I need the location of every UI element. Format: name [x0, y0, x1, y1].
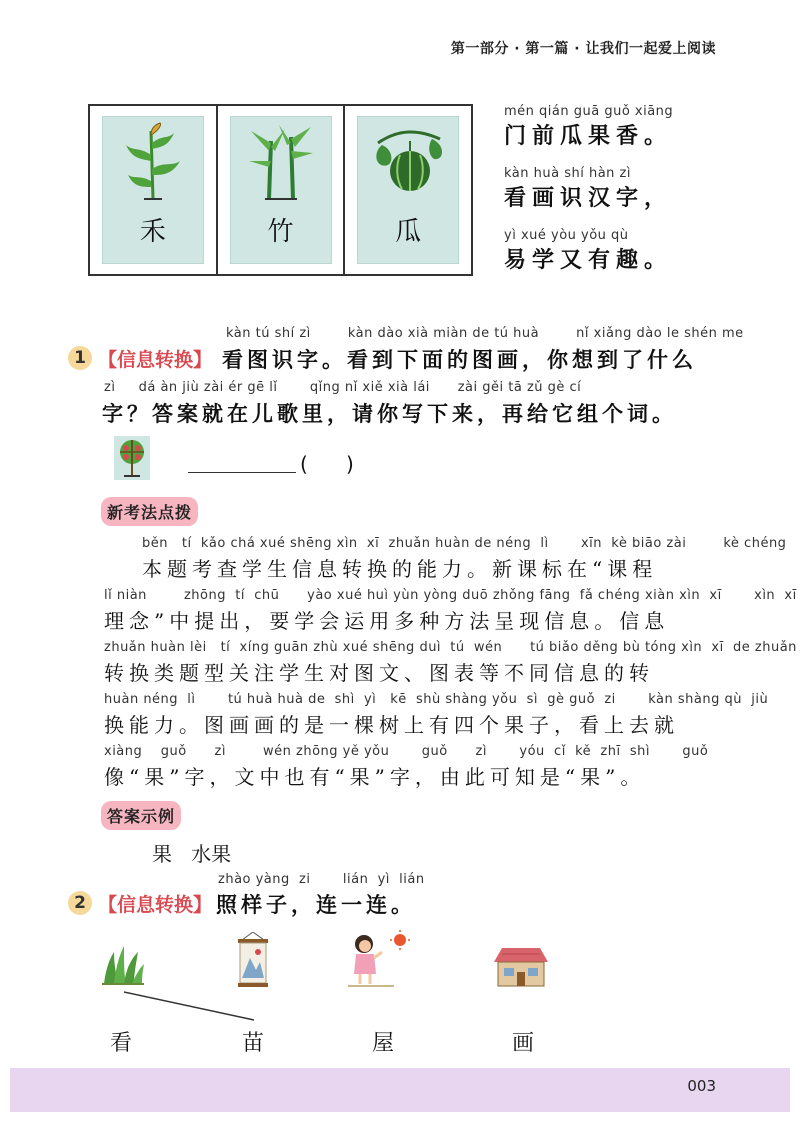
poem-line-1: [504, 104, 714, 150]
tips-text: 转换类题型关注学生对图文、图表等不同信息的转: [104, 661, 654, 685]
poem-text: 易学又有趣。: [504, 247, 673, 273]
tips-pinyin: běn tí kǎo chá xué shēng xìn xī zhuǎn huàn de néng lì xīn kè biāo zài kè chéng: [142, 536, 787, 551]
page-number: 003: [687, 1077, 716, 1095]
frame-1: [90, 106, 218, 274]
tips-text: 像“果”字，文中也有“果”字，由此可知是“果”。: [104, 765, 646, 789]
poem-pinyin: kàn huà shí hàn zì: [504, 166, 631, 181]
girl-looking-at-sun-icon[interactable]: [346, 930, 412, 990]
poem-text: 看画识汉字，: [504, 185, 673, 211]
hanging-scroll-painting-icon[interactable]: [236, 932, 270, 990]
poem-pinyin: yì xué yòu yǒu qù: [504, 228, 629, 243]
q2-line: 照样子，连一连。: [216, 892, 416, 917]
card-character: 禾: [139, 217, 166, 247]
tips-pinyin: lǐ niàn zhōng tí chū yào xué huì yùn yòng duō zhǒng fāng fǎ chéng xiàn xìn xī xìn xī: [104, 588, 797, 603]
q2-pinyin: zhào yàng zi lián yì lián: [218, 872, 425, 887]
tips-pinyin: xiàng guǒ zì wén zhōng yě yǒu guǒ zì yóu cǐ kě zhī shì guǒ: [104, 744, 709, 759]
fruit-tree-icon: [114, 436, 150, 480]
q1-pinyin-2: zì dá àn jiù zài ér gē lǐ qǐng nǐ xiě xià lái zài gěi tā zǔ gè cí: [104, 380, 582, 395]
match-word[interactable]: 看: [110, 1031, 133, 1056]
house-icon[interactable]: [492, 946, 550, 988]
example-connector-line: [120, 988, 260, 1024]
tips-pinyin: huàn néng lì tú huà huà de shì yì kē shù shàng yǒu sì gè guǒ zi kàn shàng qù jiù: [104, 692, 769, 707]
bamboo-icon: [241, 121, 321, 201]
tips-text: 理念”中提出，要学会运用多种方法呈现信息。信息: [104, 609, 670, 633]
frame-3: [345, 106, 471, 274]
character-card: [230, 116, 332, 264]
rice-plant-icon: [118, 121, 188, 201]
match-word[interactable]: 画: [512, 1031, 535, 1056]
answer-text: 果 水果: [152, 842, 232, 866]
q1-line-1: 看图识字。看到下面的图画，你想到了什么: [222, 347, 697, 372]
poem-line-3: [504, 228, 714, 274]
footer-band: [10, 1068, 790, 1112]
poem-pinyin: mén qián guā guǒ xiāng: [504, 104, 674, 119]
card-character: 瓜: [395, 217, 422, 247]
picture-frames: [88, 104, 473, 276]
character-card: [357, 116, 459, 264]
tips-text: 本题考查学生信息转换的能力。新课标在“课程: [142, 557, 658, 581]
grass-seedling-icon[interactable]: [100, 944, 146, 986]
question-number: 2: [68, 891, 92, 915]
answer-badge: 答案示例: [101, 801, 181, 830]
question-number: 1: [68, 346, 92, 370]
q1-pinyin-1: kàn tú shí zì kàn dào xià miàn de tú huà nǐ xiǎng dào le shén me: [226, 326, 744, 341]
melon-icon: [368, 121, 448, 201]
answer-paren[interactable]: ( ): [300, 452, 354, 476]
poem-text: 门前瓜果香。: [504, 123, 673, 149]
match-word[interactable]: 屋: [372, 1031, 395, 1056]
card-character: 竹: [267, 217, 294, 247]
question-tag: 【信息转换】: [98, 349, 213, 371]
q1-line-2: 字？答案就在儿歌里，请你写下来，再给它组个词。: [102, 401, 677, 426]
answer-blank[interactable]: [188, 472, 296, 473]
match-word[interactable]: 苗: [242, 1031, 265, 1056]
frame-2: [218, 106, 346, 274]
tips-badge: 新考法点拨: [101, 497, 198, 526]
poem-line-2: [504, 166, 714, 212]
question-tag: 【信息转换】: [98, 894, 213, 916]
character-card: [102, 116, 204, 264]
page-header: 第一部分 · 第一篇 · 让我们一起爱上阅读: [450, 41, 716, 57]
tips-pinyin: zhuǎn huàn lèi tí xíng guān zhù xué shēng duì tú wén tú biǎo děng bù tóng xìn xī de zhuǎn: [104, 640, 797, 655]
tips-text: 换能力。图画画的是一棵树上有四个果子，看上去就: [104, 713, 679, 737]
